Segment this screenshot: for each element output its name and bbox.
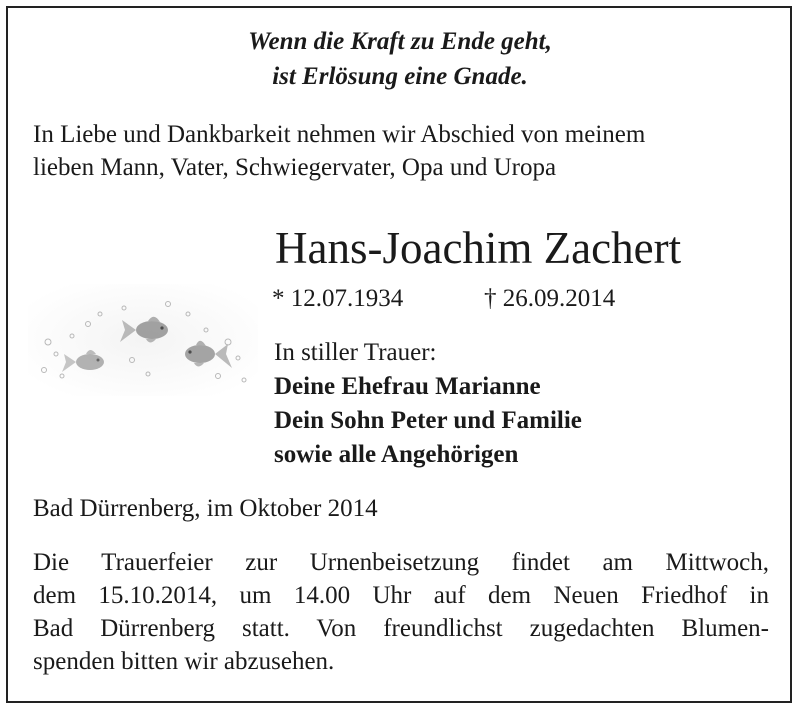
funeral-line: spenden bitten wir abzusehen. bbox=[33, 648, 335, 675]
mourner-line: Dein Sohn Peter und Familie bbox=[274, 407, 582, 434]
motto-line-2: ist Erlösung eine Gnade. bbox=[272, 63, 528, 90]
funeral-line: Die Trauerfeier zur Urnenbeisetzung findet am Mittwoch, bbox=[33, 549, 769, 576]
motto-line-1: Wenn die Kraft zu Ende geht, bbox=[248, 28, 552, 55]
motto bbox=[0, 24, 800, 94]
funeral-notice bbox=[33, 546, 769, 678]
deceased-name: Hans-Joachim Zachert bbox=[275, 223, 682, 273]
birth-date: * 12.07.1934 bbox=[272, 285, 404, 312]
intro-line-1: In Liebe und Dankbarkeit nehmen wir Abschied von meinem bbox=[33, 121, 646, 148]
intro-line-2: lieben Mann, Vater, Schwiegervater, Opa und Uropa bbox=[33, 154, 557, 181]
goldfish-illustration bbox=[28, 284, 258, 396]
funeral-line: Bad Dürrenberg statt. Von freundlichst zugedachten Blumen- bbox=[33, 615, 769, 642]
place-date: Bad Dürrenberg, im Oktober 2014 bbox=[33, 495, 378, 522]
life-dates bbox=[272, 284, 616, 314]
mourners-heading: In stiller Trauer: bbox=[274, 339, 437, 366]
mourner-line: sowie alle Angehörigen bbox=[274, 441, 519, 468]
mourner-line: Deine Ehefrau Marianne bbox=[274, 373, 541, 400]
mourners bbox=[274, 336, 582, 472]
funeral-line: dem 15.10.2014, um 14.00 Uhr auf dem Neuen Friedhof in bbox=[33, 582, 769, 609]
intro-text bbox=[33, 118, 773, 184]
death-date: † 26.09.2014 bbox=[484, 285, 616, 312]
goldfish-icon bbox=[28, 284, 258, 396]
